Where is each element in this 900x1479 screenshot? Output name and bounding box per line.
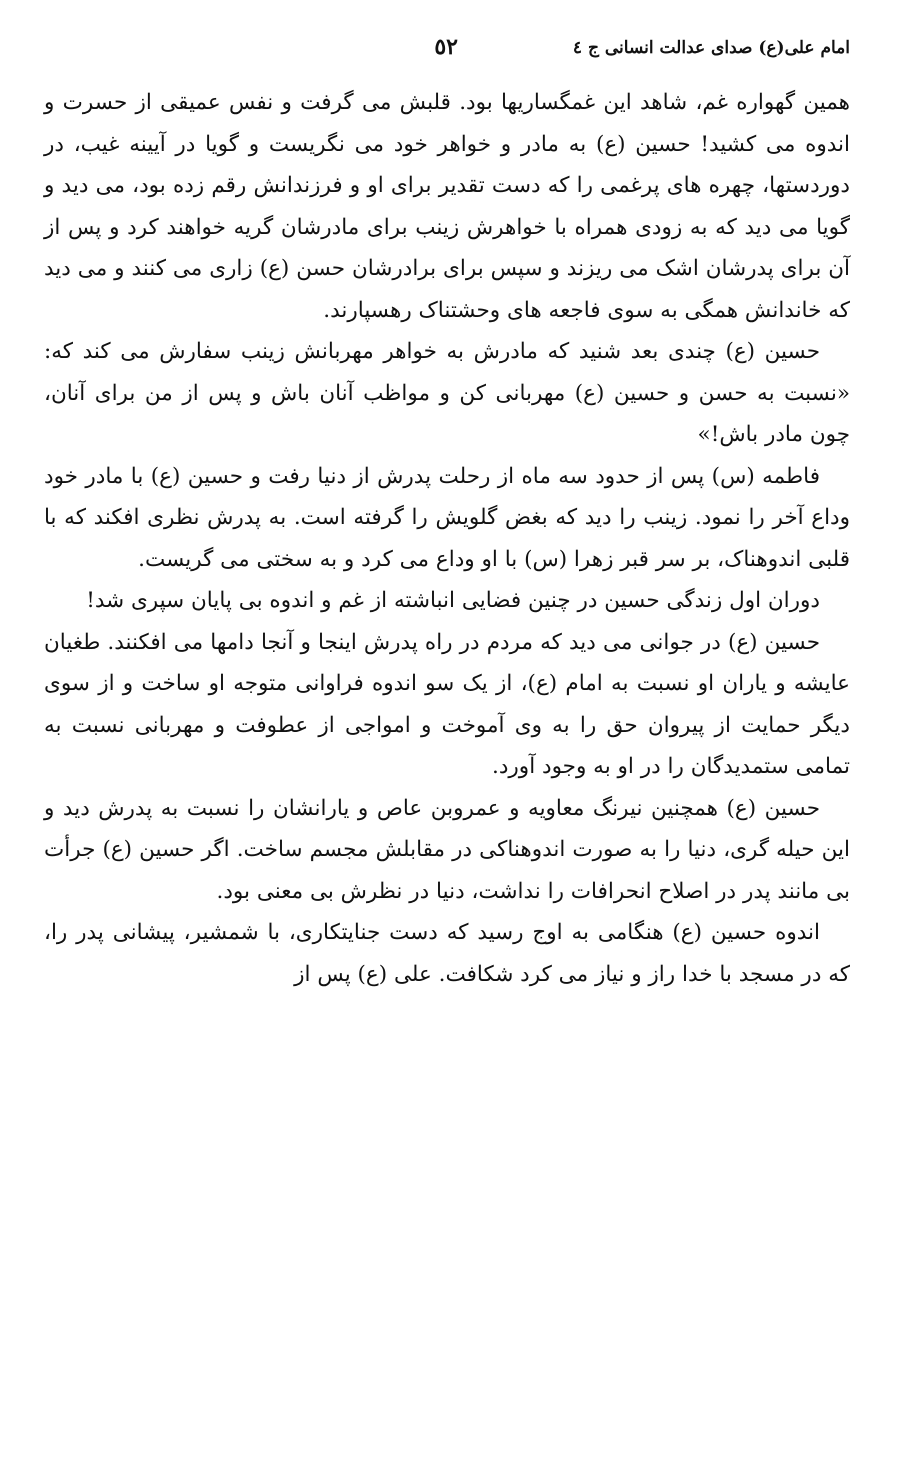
paragraph: حسین (ع) چندی بعد شنید که مادرش به خواهر مهربانش زینب سفارش می کند که: «نسبت به حسن و حسین (ع) مهربانی کن و مواظب آنان باش و پس از من برای آنان، چون مادر باش!» <box>44 339 850 447</box>
page-header <box>44 34 850 70</box>
running-title: امام علی(ع) صدای عدالت انسانی ج ٤ <box>572 38 850 58</box>
page-number: ٥٢ <box>434 34 458 60</box>
paragraph: دوران اول زندگی حسین در چنین فضایی انباشته از غم و اندوه بی پایان سپری شد! <box>86 588 820 613</box>
body-text <box>44 82 850 995</box>
paragraph: حسین (ع) همچنین نیرنگ معاویه و عمروبن عاص و یارانشان را نسبت به پدرش دید و این حیله گری، دنیا را به صورت اندوهناکی در مقابلش مجسم ساخت. اگر حسین (ع) جرأت بی مانند پدر در اصلاح انحرافات را نداشت، دنیا در نظرش بی معنی بود. <box>44 795 850 904</box>
paragraph: فاطمه (س) پس از حدود سه ماه از رحلت پدرش از دنیا رفت و حسین (ع) با مادر خود وداع آخر را نمود. زینب را دید که بغض گلویش را گرفته است. به پدرش نظری افکند که با قلبی اندوهناک، بر سر قبر زهرا (س) با او وداع می کرد و به سختی می گریست. <box>44 463 850 572</box>
paragraph: اندوه حسین (ع) هنگامی به اوج رسید که دست جنایتکاری، با شمشیر، پیشانی پدر را، که در مسجد با خدا راز و نیاز می کرد شکافت. علی (ع) پس از <box>44 920 850 987</box>
paragraph: همین گهواره غم، شاهد این غمگساریها بود. قلبش می گرفت و نفس عمیقی از حسرت و اندوه می کشید! حسین (ع) به مادر و خواهر خود می نگریست و گویا در آیینه غیب، در دوردستها، چهره های پرغمی را که دست تقدیر برای او و فرزندانش رقم زده بود، می دید و گویا می دید که به زودی همراه با خواهرش زینب برای مادرشان گریه خواهند کرد و پس از آن برای پدرشان اشک می ریزند و سپس برای برادرشان حسن (ع) زاری می کنند و می دید که خاندانش همگی به سوی فاجعه های وحشتناک رهسپارند. <box>44 90 850 323</box>
paragraph: حسین (ع) در جوانی می دید که مردم در راه پدرش اینجا و آنجا دامها می افکنند. طغیان عایشه و یاران او نسبت به امام (ع)، از یک سو اندوه فراوانی متوجه او ساخت و از سوی دیگر حمایت از پیروان حق را به وی آموخت و امواجی از عطوفت و مهربانی نسبت به تمامی ستمدیدگان را در او به وجود آورد. <box>44 629 850 779</box>
